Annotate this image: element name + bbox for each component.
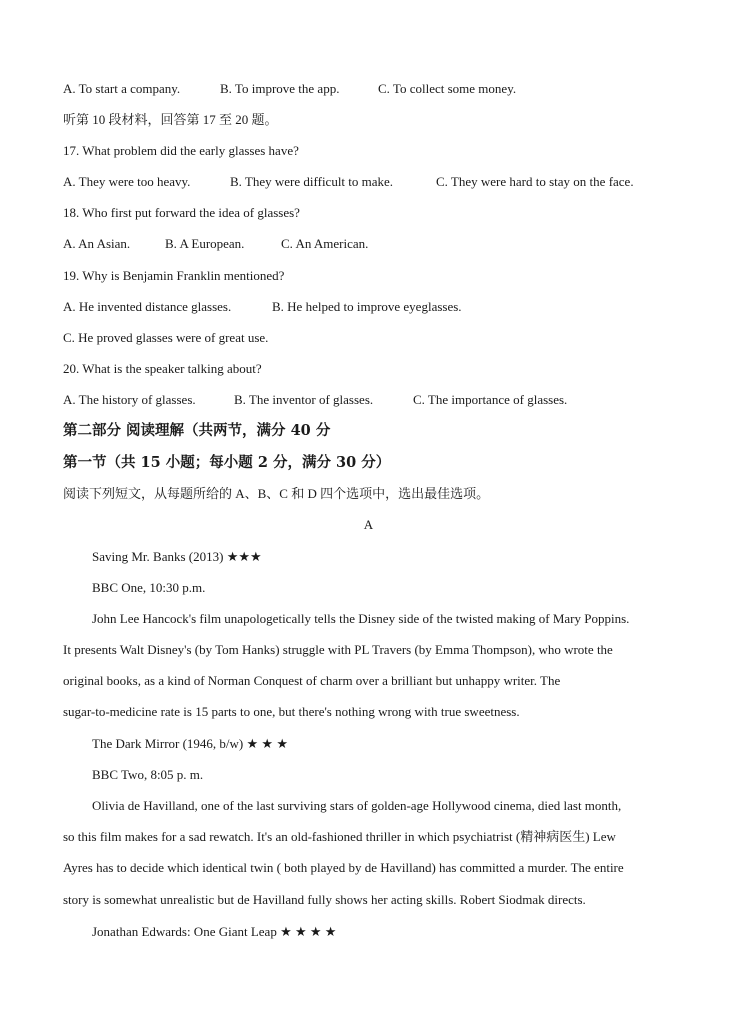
film-1-review-line: It presents Walt Disney's (by Tom Hanks) struggle with PL Travers (by Emma Thompson), who wrote the	[63, 642, 613, 657]
passage-label: A	[363, 517, 374, 532]
q19-option-c: C. He proved glasses were of great use.	[63, 330, 269, 345]
film-1-channel: BBC One, 10:30 p.m.	[92, 580, 206, 595]
film-3-title: Jonathan Edwards: One Giant Leap ★ ★ ★ ★	[92, 924, 337, 939]
q16-option-b: B. To improve the app.	[220, 81, 340, 96]
film-1-title: Saving Mr. Banks (2013) ★★★	[92, 549, 262, 564]
instructions: 阅读下列短文，从每题所给的 A、B、C 和 D 四个选项中，选出最佳选项。	[63, 486, 490, 501]
q18-options	[63, 235, 697, 253]
q20-option-b: B. The inventor of glasses.	[234, 392, 374, 407]
film-2-review-line: story is somewhat unrealistic but de Havilland fully shows her acting skills. Robert Siodmak directs.	[63, 892, 586, 907]
q19-options-ab	[63, 298, 697, 316]
q20-option-a: A. The history of glasses.	[63, 392, 196, 407]
q18-question: 18. Who first put forward the idea of glasses?	[63, 205, 300, 220]
q16-option-a: A. To start a company.	[63, 81, 181, 96]
q18-option-c: C. An American.	[281, 236, 369, 251]
q17-option-b: B. They were difficult to make.	[230, 174, 394, 189]
film-2-review-line: so this film makes for a sad rewatch. It's an old-fashioned thriller in which psychiatrist (精神病医生) Lew	[63, 829, 616, 844]
film-2-title: The Dark Mirror (1946, b/w) ★ ★ ★	[92, 736, 288, 751]
q18-option-a: A. An Asian.	[63, 236, 131, 251]
part2-heading: 第二部分 阅读理解（共两节，满分 40 分	[63, 422, 331, 439]
q19-question: 19. Why is Benjamin Franklin mentioned?	[63, 268, 285, 283]
q16-option-c: C. To collect some money.	[378, 81, 517, 96]
q17-question: 17. What problem did the early glasses have?	[63, 143, 299, 158]
q19-option-a: A. He invented distance glasses.	[63, 299, 232, 314]
film-1-review-line: sugar-to-medicine rate is 15 parts to one, but there's nothing wrong with true sweetness.	[63, 704, 520, 719]
q17-option-a: A. They were too heavy.	[63, 174, 191, 189]
film-2-channel: BBC Two, 8:05 p. m.	[92, 767, 204, 782]
film-1-review-line: John Lee Hancock's film unapologetically tells the Disney side of the twisted making of Mary Poppins.	[92, 611, 630, 626]
film-2-review-line: Olivia de Havilland, one of the last surviving stars of golden-age Hollywood cinema, died last month,	[92, 798, 622, 813]
q18-option-b: B. A European.	[165, 236, 245, 251]
q20-question: 20. What is the speaker talking about?	[63, 361, 262, 376]
q20-options	[63, 391, 697, 409]
q19-option-b: B. He helped to improve eyeglasses.	[272, 299, 462, 314]
film-1-review-line: original books, as a kind of Norman Conquest of charm over a brilliant but unhappy writer. The	[63, 673, 561, 688]
film-2-review-line: Ayres has to decide which identical twin ( both played by de Havilland) has committed a murder. The entire	[63, 860, 624, 875]
section1-heading: 第一节（共 15 小题；每小题 2 分，满分 30 分）	[63, 454, 391, 471]
q16-options	[63, 80, 697, 98]
q17-option-c: C. They were hard to stay on the face.	[436, 174, 634, 189]
material10-intro: 听第 10 段材料，回答第 17 至 20 题。	[63, 112, 278, 127]
q20-option-c: C. The importance of glasses.	[413, 392, 568, 407]
q17-options	[63, 173, 697, 191]
